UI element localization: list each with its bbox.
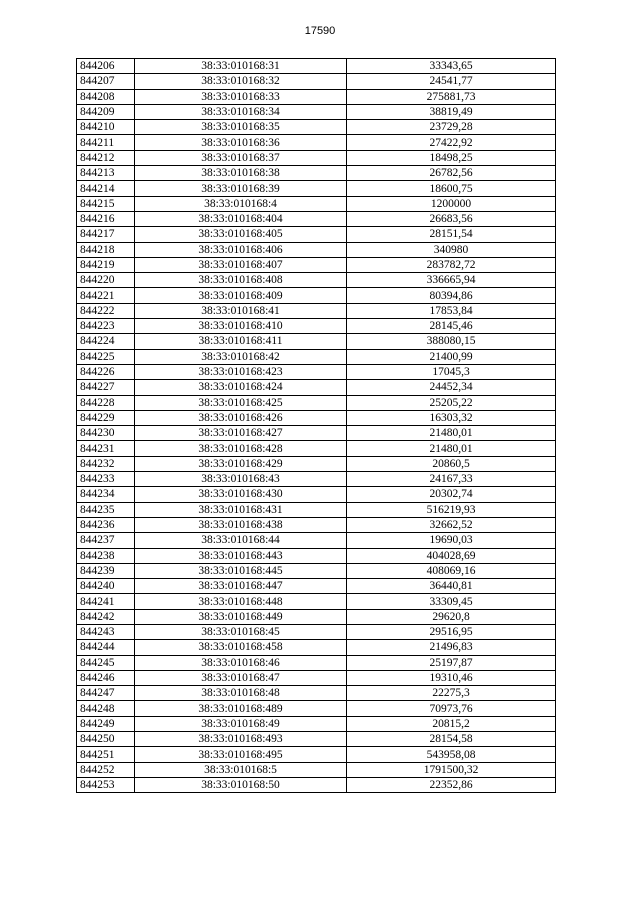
cadastral-number-cell: 38:33:010168:47 (135, 670, 347, 685)
value-cell: 21480,01 (347, 426, 556, 441)
row-number-cell: 844206 (77, 59, 135, 74)
row-number-cell: 844218 (77, 242, 135, 257)
table-row (77, 349, 556, 364)
table-row (77, 410, 556, 425)
table-row (77, 548, 556, 563)
row-number-cell: 844245 (77, 655, 135, 670)
row-number-cell: 844217 (77, 227, 135, 242)
table-row (77, 594, 556, 609)
table-row (77, 303, 556, 318)
table-row (77, 395, 556, 410)
value-cell: 21400,99 (347, 349, 556, 364)
row-number-cell: 844229 (77, 410, 135, 425)
value-cell: 29620,8 (347, 609, 556, 624)
cadastral-number-cell: 38:33:010168:427 (135, 426, 347, 441)
cadastral-number-cell: 38:33:010168:493 (135, 732, 347, 747)
row-number-cell: 844208 (77, 89, 135, 104)
cadastral-number-cell: 38:33:010168:406 (135, 242, 347, 257)
row-number-cell: 844228 (77, 395, 135, 410)
table-row (77, 380, 556, 395)
value-cell: 28151,54 (347, 227, 556, 242)
value-cell: 275881,73 (347, 89, 556, 104)
cadastral-number-cell: 38:33:010168:426 (135, 410, 347, 425)
cadastral-number-cell: 38:33:010168:49 (135, 716, 347, 731)
row-number-cell: 844219 (77, 257, 135, 272)
cadastral-number-cell: 38:33:010168:48 (135, 686, 347, 701)
cadastral-number-cell: 38:33:010168:438 (135, 517, 347, 532)
table-row (77, 502, 556, 517)
row-number-cell: 844232 (77, 456, 135, 471)
cadastral-number-cell: 38:33:010168:37 (135, 150, 347, 165)
cadastral-number-cell: 38:33:010168:448 (135, 594, 347, 609)
cadastral-number-cell: 38:33:010168:458 (135, 640, 347, 655)
cadastral-number-cell: 38:33:010168:495 (135, 747, 347, 762)
row-number-cell: 844250 (77, 732, 135, 747)
table-row (77, 89, 556, 104)
table-row (77, 777, 556, 792)
value-cell: 19690,03 (347, 533, 556, 548)
row-number-cell: 844247 (77, 686, 135, 701)
value-cell: 24452,34 (347, 380, 556, 395)
row-number-cell: 844213 (77, 166, 135, 181)
table-row (77, 166, 556, 181)
cadastral-number-cell: 38:33:010168:489 (135, 701, 347, 716)
value-cell: 22352,86 (347, 777, 556, 792)
value-cell: 543958,08 (347, 747, 556, 762)
table-row (77, 242, 556, 257)
value-cell: 20302,74 (347, 487, 556, 502)
table-row (77, 227, 556, 242)
table-row (77, 59, 556, 74)
table-row (77, 257, 556, 272)
row-number-cell: 844223 (77, 319, 135, 334)
value-cell: 70973,76 (347, 701, 556, 716)
cadastral-number-cell: 38:33:010168:44 (135, 533, 347, 548)
table-row (77, 181, 556, 196)
value-cell: 21496,83 (347, 640, 556, 655)
cadastral-number-cell: 38:33:010168:5 (135, 762, 347, 777)
table-row (77, 609, 556, 624)
value-cell: 38819,49 (347, 104, 556, 119)
value-cell: 27422,92 (347, 135, 556, 150)
value-cell: 388080,15 (347, 334, 556, 349)
cadastral-number-cell: 38:33:010168:408 (135, 273, 347, 288)
value-cell: 25197,87 (347, 655, 556, 670)
row-number-cell: 844233 (77, 472, 135, 487)
registry-table-body (77, 59, 556, 793)
value-cell: 29516,95 (347, 624, 556, 639)
row-number-cell: 844235 (77, 502, 135, 517)
value-cell: 16303,32 (347, 410, 556, 425)
value-cell: 20860,5 (347, 456, 556, 471)
cadastral-number-cell: 38:33:010168:443 (135, 548, 347, 563)
cadastral-number-cell: 38:33:010168:424 (135, 380, 347, 395)
cadastral-number-cell: 38:33:010168:50 (135, 777, 347, 792)
cadastral-number-cell: 38:33:010168:423 (135, 364, 347, 379)
row-number-cell: 844211 (77, 135, 135, 150)
value-cell: 1200000 (347, 196, 556, 211)
row-number-cell: 844212 (77, 150, 135, 165)
cadastral-number-cell: 38:33:010168:407 (135, 257, 347, 272)
table-row (77, 517, 556, 532)
row-number-cell: 844207 (77, 74, 135, 89)
cadastral-number-cell: 38:33:010168:449 (135, 609, 347, 624)
table-row (77, 472, 556, 487)
row-number-cell: 844215 (77, 196, 135, 211)
cadastral-number-cell: 38:33:010168:4 (135, 196, 347, 211)
table-row (77, 732, 556, 747)
table-row (77, 104, 556, 119)
cadastral-number-cell: 38:33:010168:39 (135, 181, 347, 196)
value-cell: 36440,81 (347, 579, 556, 594)
cadastral-number-cell: 38:33:010168:35 (135, 120, 347, 135)
value-cell: 28154,58 (347, 732, 556, 747)
cadastral-number-cell: 38:33:010168:425 (135, 395, 347, 410)
row-number-cell: 844226 (77, 364, 135, 379)
cadastral-number-cell: 38:33:010168:411 (135, 334, 347, 349)
row-number-cell: 844216 (77, 211, 135, 226)
value-cell: 26782,56 (347, 166, 556, 181)
value-cell: 340980 (347, 242, 556, 257)
table-row (77, 211, 556, 226)
page-number: 17590 (304, 25, 336, 37)
row-number-cell: 844214 (77, 181, 135, 196)
value-cell: 24167,33 (347, 472, 556, 487)
row-number-cell: 844246 (77, 670, 135, 685)
table-row (77, 120, 556, 135)
cadastral-number-cell: 38:33:010168:36 (135, 135, 347, 150)
value-cell: 28145,46 (347, 319, 556, 334)
table-row (77, 441, 556, 456)
cadastral-number-cell: 38:33:010168:45 (135, 624, 347, 639)
value-cell: 32662,52 (347, 517, 556, 532)
row-number-cell: 844253 (77, 777, 135, 792)
value-cell: 25205,22 (347, 395, 556, 410)
row-number-cell: 844224 (77, 334, 135, 349)
value-cell: 24541,77 (347, 74, 556, 89)
row-number-cell: 844241 (77, 594, 135, 609)
value-cell: 26683,56 (347, 211, 556, 226)
value-cell: 17045,3 (347, 364, 556, 379)
table-row (77, 716, 556, 731)
value-cell: 1791500,32 (347, 762, 556, 777)
table-row (77, 670, 556, 685)
table-row (77, 364, 556, 379)
value-cell: 80394,86 (347, 288, 556, 303)
cadastral-number-cell: 38:33:010168:445 (135, 563, 347, 578)
row-number-cell: 844236 (77, 517, 135, 532)
row-number-cell: 844225 (77, 349, 135, 364)
cadastral-number-cell: 38:33:010168:429 (135, 456, 347, 471)
cadastral-number-cell: 38:33:010168:38 (135, 166, 347, 181)
row-number-cell: 844210 (77, 120, 135, 135)
cadastral-number-cell: 38:33:010168:41 (135, 303, 347, 318)
cadastral-number-cell: 38:33:010168:42 (135, 349, 347, 364)
table-row (77, 655, 556, 670)
table-row (77, 426, 556, 441)
row-number-cell: 844234 (77, 487, 135, 502)
table-row (77, 196, 556, 211)
table-row (77, 288, 556, 303)
cadastral-number-cell: 38:33:010168:428 (135, 441, 347, 456)
row-number-cell: 844249 (77, 716, 135, 731)
row-number-cell: 844244 (77, 640, 135, 655)
table-row (77, 533, 556, 548)
value-cell: 21480,01 (347, 441, 556, 456)
cadastral-number-cell: 38:33:010168:34 (135, 104, 347, 119)
value-cell: 23729,28 (347, 120, 556, 135)
table-row (77, 686, 556, 701)
cadastral-number-cell: 38:33:010168:46 (135, 655, 347, 670)
row-number-cell: 844237 (77, 533, 135, 548)
cadastral-number-cell: 38:33:010168:404 (135, 211, 347, 226)
row-number-cell: 844243 (77, 624, 135, 639)
value-cell: 33343,65 (347, 59, 556, 74)
row-number-cell: 844209 (77, 104, 135, 119)
value-cell: 17853,84 (347, 303, 556, 318)
row-number-cell: 844239 (77, 563, 135, 578)
table-row (77, 701, 556, 716)
table-row (77, 150, 556, 165)
table-row (77, 74, 556, 89)
value-cell: 404028,69 (347, 548, 556, 563)
table-row (77, 135, 556, 150)
cadastral-number-cell: 38:33:010168:33 (135, 89, 347, 104)
value-cell: 516219,93 (347, 502, 556, 517)
row-number-cell: 844231 (77, 441, 135, 456)
cadastral-number-cell: 38:33:010168:405 (135, 227, 347, 242)
row-number-cell: 844227 (77, 380, 135, 395)
table-row (77, 624, 556, 639)
value-cell: 336665,94 (347, 273, 556, 288)
cadastral-number-cell: 38:33:010168:43 (135, 472, 347, 487)
cadastral-number-cell: 38:33:010168:410 (135, 319, 347, 334)
value-cell: 22275,3 (347, 686, 556, 701)
table-row (77, 762, 556, 777)
table-row (77, 640, 556, 655)
row-number-cell: 844220 (77, 273, 135, 288)
table-row (77, 456, 556, 471)
row-number-cell: 844240 (77, 579, 135, 594)
value-cell: 20815,2 (347, 716, 556, 731)
table-row (77, 319, 556, 334)
row-number-cell: 844221 (77, 288, 135, 303)
cadastral-number-cell: 38:33:010168:32 (135, 74, 347, 89)
value-cell: 33309,45 (347, 594, 556, 609)
table-row (77, 334, 556, 349)
row-number-cell: 844222 (77, 303, 135, 318)
value-cell: 408069,16 (347, 563, 556, 578)
row-number-cell: 844252 (77, 762, 135, 777)
row-number-cell: 844242 (77, 609, 135, 624)
value-cell: 18600,75 (347, 181, 556, 196)
cadastral-number-cell: 38:33:010168:31 (135, 59, 347, 74)
row-number-cell: 844248 (77, 701, 135, 716)
table-row (77, 487, 556, 502)
cadastral-number-cell: 38:33:010168:447 (135, 579, 347, 594)
value-cell: 18498,25 (347, 150, 556, 165)
table-row (77, 747, 556, 762)
cadastral-number-cell: 38:33:010168:409 (135, 288, 347, 303)
registry-table (76, 58, 556, 793)
row-number-cell: 844238 (77, 548, 135, 563)
value-cell: 19310,46 (347, 670, 556, 685)
table-row (77, 563, 556, 578)
value-cell: 283782,72 (347, 257, 556, 272)
row-number-cell: 844230 (77, 426, 135, 441)
cadastral-number-cell: 38:33:010168:430 (135, 487, 347, 502)
cadastral-number-cell: 38:33:010168:431 (135, 502, 347, 517)
table-row (77, 273, 556, 288)
row-number-cell: 844251 (77, 747, 135, 762)
table-row (77, 579, 556, 594)
